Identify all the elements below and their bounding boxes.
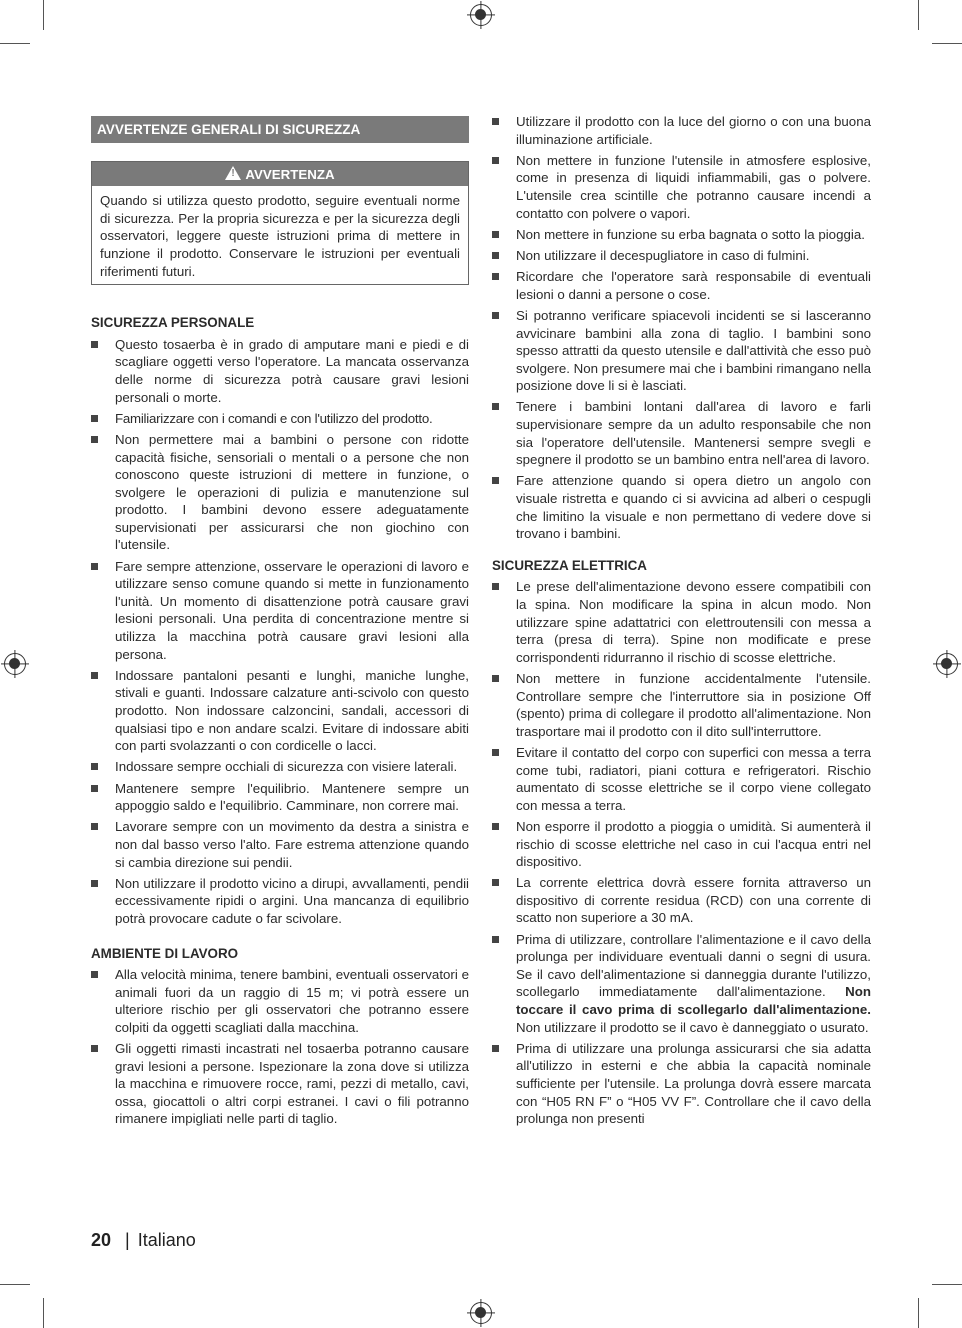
bullet-icon <box>91 1045 98 1052</box>
right-column <box>492 113 871 1131</box>
bullet-icon <box>492 157 499 164</box>
bullet-icon <box>91 763 98 770</box>
registration-mark-icon <box>4 653 26 675</box>
bullet-icon <box>492 749 499 756</box>
list-item: Indossare pantaloni pesanti e lunghi, maniche lunghe, stivali e guanti. Indossare calzature anti-scivolo con questo prodotto. Non indossare calzoncini, sandali, accessori di qualsiasi tipo e non andare scalzi. Evitare di indossare abiti con parti svolazzanti o con cordicelle o lacci. <box>91 667 469 755</box>
list-item: Fare sempre attenzione, osservare le operazioni di lavoro e utilizzare senso comune quando si mette in funzionamento l'unità. Un momento di disattenzione potrà causare gravi lesioni personali. Una perdita di concentrazione mentre si utilizza la macchina potrà causare gravi lesioni alla persona. <box>91 558 469 664</box>
list-item: Non mettere in funzione su erba bagnata o sotto la pioggia. <box>492 226 871 244</box>
bullet-icon <box>91 823 98 830</box>
registration-mark-icon <box>936 653 958 675</box>
list-item: Indossare sempre occhiali di sicurezza con visiere laterali. <box>91 758 469 776</box>
page-footer <box>91 1230 196 1251</box>
bullet-icon <box>91 672 98 679</box>
bullet-icon <box>492 1045 499 1052</box>
list-item: Non mettere in funzione l'utensile in atmosfere esplosive, come in presenza di liquidi infiammabili, gas o polvere. L'utensile crea scintille che potranno causare incendi a contatto con polvere o vapori. <box>492 152 871 222</box>
list-item: Prima di utilizzare una prolunga assicurarsi che sia adatta all'utilizzo in esterni e che abbia la capacità nominale sufficiente per l'utensile. La prolunga dovrà essere marcata con “H05 RN F” o “H05 VV F”. Controllare che il cavo della prolunga non presenti <box>492 1040 871 1128</box>
list-item: Questo tosaerba è in grado di amputare mani e piedi e di scagliare oggetti verso l'operatore. La mancata osservanza delle norme di sicurezza potrà causare gravi lesioni personali o morte. <box>91 336 469 406</box>
list-item: La corrente elettrica dovrà essere fornita attraverso un dispositivo di corrente residua (RCD) con una corrente di scatto non superiore a 30 mA. <box>492 874 871 927</box>
list-item: Non utilizzare il prodotto vicino a dirupi, avvallamenti, pendii eccessivamente ripidi o argini. Una mancanza di equilibrio potrà provocare cadute o far scivolare. <box>91 875 469 928</box>
list-item: Alla velocità minima, tenere bambini, eventuali osservatori e animali fuori da un raggio di 15 m; vi potrà essere un ulteriore rischio per gli osservatori che potranno essere colpiti da oggetti scagliati dalla macchina. <box>91 966 469 1036</box>
footer-language: Italiano <box>137 1230 196 1250</box>
crop-mark <box>0 1284 30 1285</box>
crop-mark <box>0 43 30 44</box>
work-environment-list-continued <box>492 113 871 543</box>
bullet-icon <box>492 823 499 830</box>
bullet-icon <box>91 341 98 348</box>
bullet-icon <box>91 415 98 422</box>
list-item: Lavorare sempre con un movimento da destra a sinistra e non dal basso verso l'alto. Fare estrema attenzione quando si cambia direzione sui pendii. <box>91 818 469 871</box>
registration-mark-icon <box>470 1302 492 1324</box>
bullet-icon <box>492 583 499 590</box>
bullet-icon <box>492 118 499 125</box>
electrical-safety-list <box>492 578 871 1127</box>
bullet-icon <box>91 880 98 887</box>
list-item: Fare attenzione quando si opera dietro un angolo con visuale ristretta e quando ci si avvicina ad alberi o cespugli che limitino la visuale e non permettano di vedere dove si trovano i bambini. <box>492 472 871 542</box>
list-item: Utilizzare il prodotto con la luce del giorno o con una buona illuminazione artificiale. <box>492 113 871 148</box>
list-item: Mantenere sempre l'equilibrio. Mantenere sempre un appoggio saldo e l'equilibrio. Camminare, non correre mai. <box>91 780 469 815</box>
bullet-icon <box>91 436 98 443</box>
work-environment-list <box>91 966 469 1128</box>
list-item: Si potranno verificare spiacevoli incidenti se si lasceranno avvicinare bambini alla zona di taglio. I bambini sono spesso attratti da questo utensile e dall'attività che esso può svolgere. Non presumere mai che i bambini rimangano nella posizione dove li si è lasciati. <box>492 307 871 395</box>
bullet-icon <box>492 273 499 280</box>
warning-box <box>91 161 469 286</box>
crop-mark <box>43 0 44 30</box>
bullet-icon <box>492 231 499 238</box>
warning-header <box>92 162 468 187</box>
bullet-icon <box>492 879 499 886</box>
crop-mark <box>918 0 919 30</box>
crop-mark <box>918 1298 919 1328</box>
bullet-icon <box>492 936 499 943</box>
page-number: 20 <box>91 1230 112 1250</box>
warning-title: AVVERTENZA <box>245 166 335 182</box>
bullet-icon <box>492 675 499 682</box>
footer-separator: | <box>125 1230 130 1250</box>
list-item: Non permettere mai a bambini o persone con ridotte capacità fisiche, sensoriali o mentali o a persone che non conoscono queste istruzioni di mettere in funzione, o svolgere le operazioni di pulizia e manutenzione sul prodotto. I bambini devono essere adeguatamente supervisionati per assicurarsi che non giochino con l'utensile. <box>91 431 469 554</box>
list-item: Non esporre il prodotto a pioggia o umidità. Si aumenterà il rischio di scosse elettriche nel caso in cui l'acqua entri nel dispositivo. <box>492 818 871 871</box>
bullet-icon <box>492 403 499 410</box>
bullet-icon <box>91 971 98 978</box>
list-item: Familiarizzare con i comandi e con l'utilizzo del prodotto. <box>91 410 469 428</box>
electrical-safety-heading: SICUREZZA ELETTRICA <box>492 557 647 573</box>
section-banner: AVVERTENZE GENERALI DI SICUREZZA <box>91 116 469 143</box>
crop-mark <box>932 43 962 44</box>
left-column <box>91 113 469 1132</box>
list-item: Gli oggetti rimasti incastrati nel tosaerba potranno causare gravi lesioni a persone. Ispezionare la zona dove si utilizza la macchina e rimuovere rocce, rami, pezzi di metallo, cavi, ossa, giocattoli o altri corpi estranei. I cavi o fili potranno rimanere impigliati nelle parti di taglio. <box>91 1040 469 1128</box>
warning-text: Quando si utilizza questo prodotto, seguire eventuali norme di sicurezza. Per la propria sicurezza e per la sicurezza degli osservatori, leggere queste istruzioni prima di mettere in funzione il prodotto. Conservare le istruzioni per eventuali riferimenti futuri. <box>100 193 460 279</box>
crop-mark <box>932 1284 962 1285</box>
bullet-icon <box>492 477 499 484</box>
list-item: Non mettere in funzione accidentalmente l'utensile. Controllare sempre che l'interruttore sia in posizione Off (spento) prima di collegare il prodotto all'alimentazione. Non trasportare mai il prodotto con il dito sull'interruttore. <box>492 670 871 740</box>
bullet-icon <box>91 785 98 792</box>
list-item: Tenere i bambini lontani dall'area di lavoro e farli supervisionare sempre da un adulto responsabile che non sia l'operatore dell'utensile. Mantenersi sempre svegli e spegnere il prodotto se un bambino entra nell'area di lavoro. <box>492 398 871 468</box>
work-environment-heading: AMBIENTE DI LAVORO <box>91 945 239 961</box>
warning-triangle-icon <box>225 166 241 180</box>
list-item: Evitare il contatto del corpo con superfici con messa a terra come tubi, radiatori, piani cottura e refrigeratori. Rischio aumentato di scosse elettriche se il corpo viene collegato con messa a terra. <box>492 744 871 814</box>
bullet-icon <box>492 312 499 319</box>
list-item: Non utilizzare il decespugliatore in caso di fulmini. <box>492 247 871 265</box>
list-item: Ricordare che l'operatore sarà responsabile di eventuali lesioni o danni a persone o cose. <box>492 268 871 303</box>
personal-safety-list <box>91 336 469 928</box>
list-item: Prima di utilizzare, controllare l'alimentazione e il cavo della prolunga per individuare eventuali danni o segni di usura. Se il cavo dell'alimentazione si danneggia durante l'utilizzo, scollegarlo immediatamente dall'alimentazione. Non toccare il cavo prima di scollegarlo dall'alimentazione. Non utilizzare il prodotto se il cavo è danneggiato o usurato. <box>492 931 871 1037</box>
bold-instruction: Non toccare il cavo prima di scollegarlo dall'alimentazione. <box>516 984 871 1018</box>
registration-mark-icon <box>470 4 492 26</box>
personal-safety-heading: SICUREZZA PERSONALE <box>91 315 255 331</box>
bullet-icon <box>91 563 98 570</box>
list-item: Le prese dell'alimentazione devono essere compatibili con la spina. Non modificare la spina in alcun modo. Non utilizzare spine adattatrici con elettroutensili con messa a terra (presa di terra). Spine non modificate e prese corrispondenti ridurranno il rischio di scosse elettriche. <box>492 578 871 666</box>
crop-mark <box>43 1298 44 1328</box>
bullet-icon <box>492 252 499 259</box>
